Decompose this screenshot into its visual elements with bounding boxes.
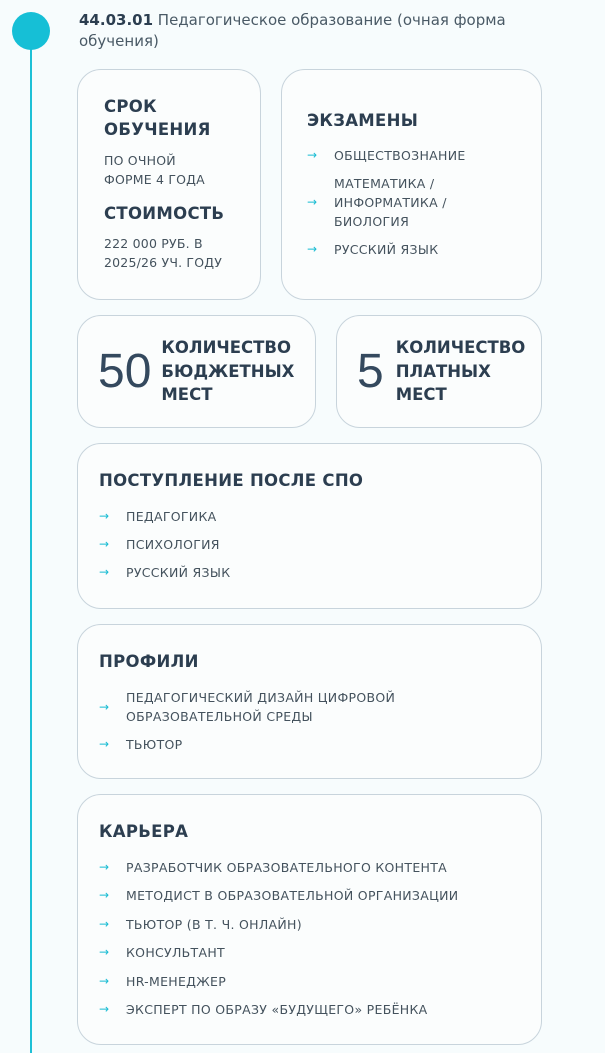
- list-item: → ПСИХОЛОГИЯ: [99, 537, 220, 552]
- spo-card: [77, 443, 542, 609]
- list-item: → ПЕДАГОГИКА: [99, 509, 217, 524]
- exams-card: [281, 69, 542, 300]
- arrow-icon: →: [307, 148, 318, 162]
- term-value: ПО ОЧНОЙ ФОРМЕ 4 ГОДА: [104, 153, 205, 187]
- exams-list: [307, 146, 541, 259]
- arrow-icon: →: [99, 565, 110, 579]
- arrow-icon: →: [99, 1001, 110, 1016]
- arrow-icon: →: [99, 973, 110, 988]
- cost-title: СТОИМОСТЬ: [104, 204, 225, 223]
- arrow-icon: →: [99, 916, 110, 931]
- list-item: → РУССКИЙ ЯЗЫК: [307, 242, 439, 257]
- spo-list: [99, 507, 541, 582]
- budget-places-number: 50: [98, 344, 152, 398]
- career-title: КАРЬЕРА: [99, 822, 189, 841]
- arrow-icon: →: [99, 945, 110, 960]
- budget-places-label: КОЛИЧЕСТВО БЮДЖЕТНЫХ МЕСТ: [161, 338, 295, 405]
- arrow-icon: →: [307, 195, 318, 209]
- exams-title: ЭКЗАМЕНЫ: [307, 111, 419, 130]
- profiles-list: [99, 688, 541, 754]
- list-item: → РАЗРАБОТЧИК ОБРАЗОВАТЕЛЬНОГО КОНТЕНТА: [99, 860, 448, 875]
- list-item: → МЕТОДИСТ В ОБРАЗОВАТЕЛЬНОЙ ОРГАНИЗАЦИИ: [99, 888, 459, 904]
- career-card: [77, 794, 542, 1045]
- study-card: [77, 69, 261, 300]
- timeline-dot: [12, 12, 50, 50]
- program-heading: [79, 10, 579, 52]
- cost-value: 222 000 РУБ. В 2025/26 УЧ. ГОДУ: [104, 236, 223, 270]
- list-item: → ЭКСПЕРТ ПО ОБРАЗУ «БУДУЩЕГО» РЕБЁНКА: [99, 1001, 428, 1017]
- arrow-icon: →: [307, 242, 318, 256]
- arrow-icon: →: [99, 888, 110, 903]
- paid-places-label: КОЛИЧЕСТВО ПЛАТНЫХ МЕСТ: [395, 338, 526, 405]
- profiles-card: [77, 624, 542, 779]
- list-item: → КОНСУЛЬТАНТ: [99, 945, 225, 961]
- arrow-icon: →: [99, 699, 110, 714]
- list-item: → ТЬЮТОР (В Т. Ч. ОНЛАЙН): [99, 916, 302, 932]
- list-item: → МАТЕМАТИКА / ИНФОРМАТИКА / БИОЛОГИЯ: [307, 176, 447, 229]
- term-title: СРОК ОБУЧЕНИЯ: [104, 97, 211, 139]
- arrow-icon: →: [99, 737, 110, 751]
- list-item: → ОБЩЕСТВОЗНАНИЕ: [307, 148, 466, 163]
- program-title: Педагогическое образование (очная форма обучения): [79, 11, 506, 50]
- arrow-icon: →: [99, 537, 110, 551]
- list-item: → ТЬЮТОР: [99, 737, 183, 752]
- budget-places-card: [77, 315, 316, 428]
- list-item: → HR-МЕНЕДЖЕР: [99, 973, 227, 989]
- list-item: → РУССКИЙ ЯЗЫК: [99, 565, 231, 580]
- spo-title: ПОСТУПЛЕНИЕ ПОСЛЕ СПО: [99, 471, 364, 490]
- paid-places-card: [336, 315, 542, 428]
- paid-places-number: 5: [357, 344, 384, 398]
- profiles-title: ПРОФИЛИ: [99, 652, 199, 671]
- program-code: 44.03.01: [79, 11, 154, 29]
- career-list: [99, 858, 541, 1019]
- arrow-icon: →: [99, 860, 110, 874]
- timeline-line: [30, 28, 32, 1053]
- list-item: → ПЕДАГОГИЧЕСКИЙ ДИЗАЙН ЦИФРОВОЙ ОБРАЗОВАТЕЛЬНОЙ СРЕДЫ: [99, 690, 396, 724]
- arrow-icon: →: [99, 509, 110, 523]
